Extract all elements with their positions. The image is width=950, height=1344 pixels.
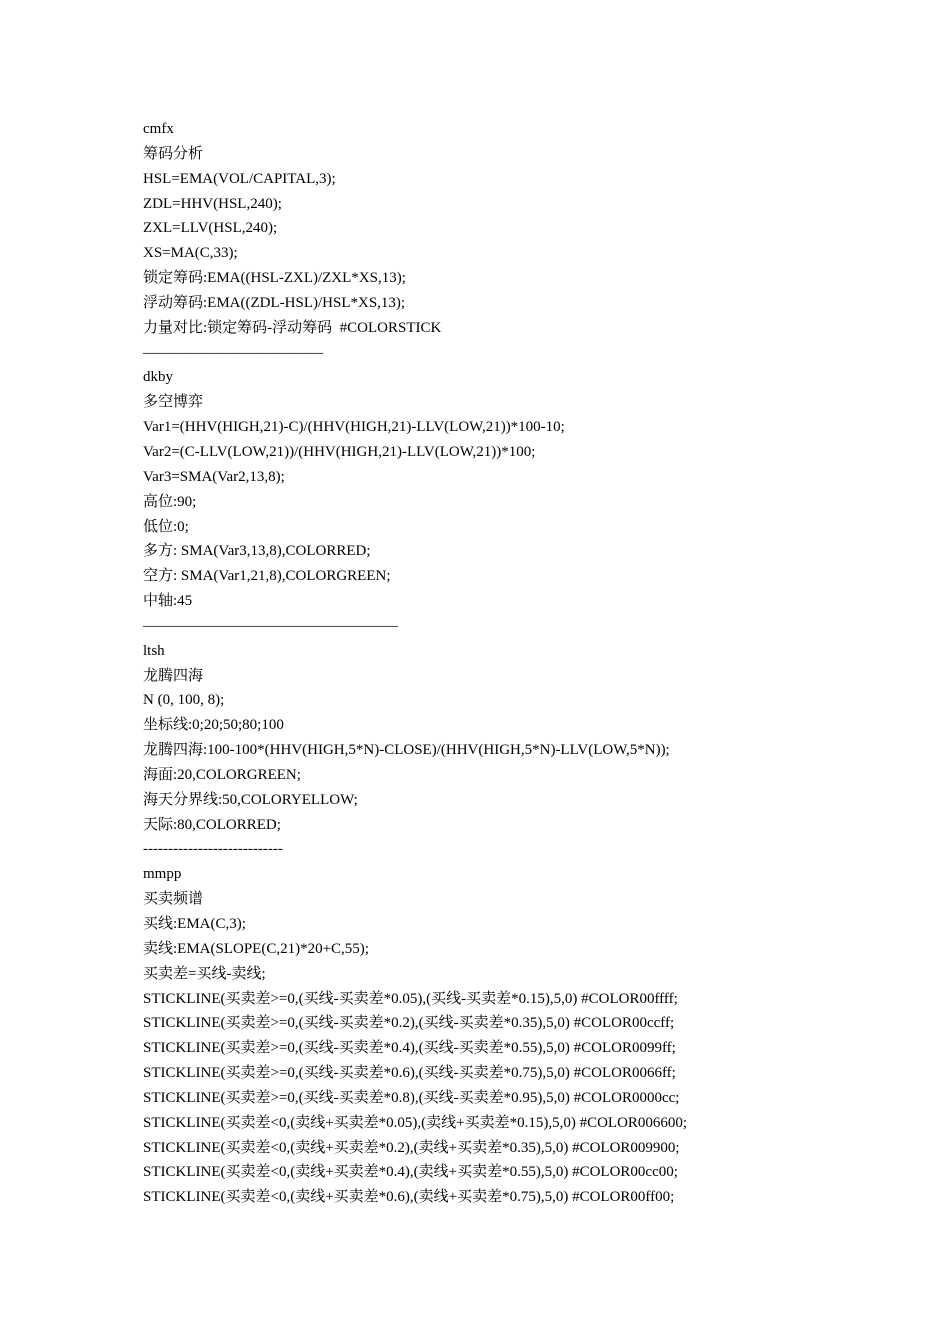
text-line: 筹码分析 [143,145,204,162]
text-line: 买卖频谱 [143,891,204,908]
text-line: cmfx [143,121,174,137]
document-body [143,117,923,1210]
text-line: STICKLINE(买卖差>=0,(买线-买卖差*0.2),(买线-买卖差*0.35),5,0) #COLOR00ccff; [143,1015,675,1032]
text-line: dkby [143,369,173,386]
text-line: STICKLINE(买卖差>=0,(买线-买卖差*0.05),(买线-买卖差*0.15),5,0) #COLOR00ffff; [143,990,678,1007]
text-line: XS=MA(C,33); [143,245,238,262]
text-line: STICKLINE(买卖差<0,(卖线+买卖差*0.2),(卖线+买卖差*0.35),5,0) #COLOR009900; [143,1139,680,1156]
text-line: 高位:90; [143,493,197,510]
text-line: 空方: SMA(Var1,21,8),COLORGREEN; [143,568,391,585]
text-line: ---------------------------- [143,841,283,858]
text-line: ltsh [143,642,165,659]
text-line: 多空博弈 [143,394,204,411]
text-line: mmpp [143,866,182,883]
text-line: 坐标线:0;20;50;80;100 [143,717,284,734]
text-line: 买卖差=买线-卖线; [143,965,266,982]
text-line: ZXL=LLV(HSL,240); [143,220,278,237]
text-line: Var3=SMA(Var2,13,8); [143,468,285,485]
text-line: 海天分界线:50,COLORYELLOW; [143,791,358,808]
text-line: 低位:0; [143,518,189,535]
text-line: 买线:EMA(C,3); [143,916,246,932]
text-line: STICKLINE(买卖差<0,(卖线+买卖差*0.05),(卖线+买卖差*0.15),5,0) #COLOR006600; [143,1114,688,1131]
text-line: ZDL=HHV(HSL,240); [143,195,282,212]
text-line: ———————————— [143,344,323,361]
text-line: N (0, 100, 8); [143,692,225,709]
text-line: STICKLINE(买卖差>=0,(买线-买卖差*0.4),(买线-买卖差*0.55),5,0) #COLOR0099ff; [143,1040,676,1057]
text-line: 浮动筹码:EMA((ZDL-HSL)/HSL*XS,13); [143,294,406,311]
text-line: HSL=EMA(VOL/CAPITAL,3); [143,170,336,187]
text-line: 力量对比:锁定筹码-浮动筹码 #COLORSTICK [143,319,442,336]
text-line: 龙腾四海:100-100*(HHV(HIGH,5*N)-CLOSE)/(HHV(HIGH,5*N)-LLV(LOW,5*N)); [143,742,670,759]
text-line: 龙腾四海 [143,667,204,684]
text-line: Var1=(HHV(HIGH,21)-C)/(HHV(HIGH,21)-LLV(LOW,21))*100-10; [143,419,565,436]
text-line: 锁定筹码:EMA((HSL-ZXL)/ZXL*XS,13); [143,270,406,287]
text-line: 海面:20,COLORGREEN; [143,766,301,783]
text-line: STICKLINE(买卖差<0,(卖线+买卖差*0.4),(卖线+买卖差*0.55),5,0) #COLOR00cc00; [143,1164,678,1181]
text-line: STICKLINE(买卖差>=0,(买线-买卖差*0.6),(买线-买卖差*0.75),5,0) #COLOR0066ff; [143,1065,676,1082]
text-line: 多方: SMA(Var3,13,8),COLORRED; [143,543,371,560]
text-line: 中轴:45 [143,593,193,610]
text-line: 卖线:EMA(SLOPE(C,21)*20+C,55); [143,940,369,957]
text-line: STICKLINE(买卖差<0,(卖线+买卖差*0.6),(卖线+买卖差*0.75),5,0) #COLOR00ff00; [143,1189,675,1206]
text-line: 天际:80,COLORRED; [143,816,281,833]
text-line: STICKLINE(买卖差>=0,(买线-买卖差*0.8),(买线-买卖差*0.95),5,0) #COLOR0000cc; [143,1089,680,1106]
text-line: ————————————————— [143,617,398,634]
text-line: Var2=(C-LLV(LOW,21))/(HHV(HIGH,21)-LLV(LOW,21))*100; [143,443,536,460]
